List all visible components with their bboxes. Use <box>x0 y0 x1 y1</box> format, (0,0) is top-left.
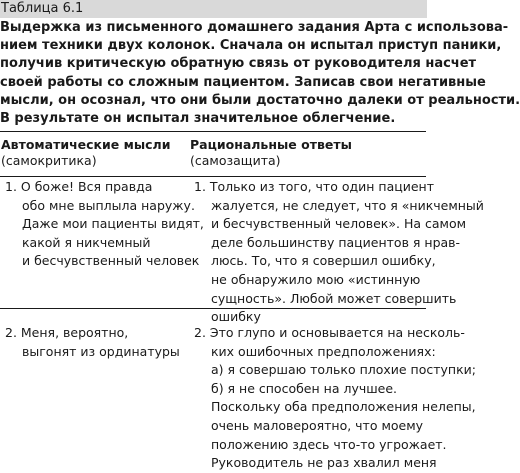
table-top-rule <box>0 131 426 132</box>
cell-line: 1. Только из того, что один пациент <box>194 179 435 194</box>
cell-line: Руководитель не раз хвалил меня <box>211 455 437 471</box>
intro-line: Выдержка из письменного домашнего задания Арта с использова- <box>0 20 509 35</box>
header-title: Автоматические мысли <box>1 137 171 152</box>
row-1-thought <box>1 178 204 271</box>
header-title: Рациональные ответы <box>190 137 352 152</box>
row-2-thought <box>1 324 179 361</box>
cell-line: 1. О боже! Вся правда <box>5 179 153 194</box>
row-divider <box>0 308 426 309</box>
cell-line: а) я совершаю только плохие поступки; <box>211 362 476 378</box>
header-rule <box>0 176 426 177</box>
header-rational-responses <box>190 137 426 169</box>
cell-line: Даже мои пациенты видят, <box>22 216 204 232</box>
cell-line: очень маловероятно, что моему <box>211 417 424 433</box>
cell-line: обо мне выплыла наружу. <box>22 197 195 213</box>
row-1-response <box>190 178 484 327</box>
table-caption: Таблица 6.1 <box>0 0 427 18</box>
cell-line: и бесчувственный человек <box>22 253 200 269</box>
cell-line: Поскольку оба предположения нелепы, <box>211 399 476 415</box>
cell-line: сущность». Любой может совершить <box>211 290 457 306</box>
cell-line: положению здесь что-то угрожает. <box>211 436 447 452</box>
cell-line: 2. Меня, вероятно, <box>5 325 129 340</box>
cell-line: жалуется, не следует, что я «никчемный <box>211 197 484 213</box>
cell-line: выгонят из ординатуры <box>22 343 180 359</box>
cell-line: ошибку <box>211 309 261 325</box>
row-2-response <box>190 324 476 473</box>
cell-line: не обнаружило мою «истинную <box>211 271 421 287</box>
intro-line: получив критическую обратную связь от руководителя насчет <box>0 56 477 72</box>
cell-line: люсь. То, что я совершил ошибку, <box>211 253 436 269</box>
cell-line: деле большинству пациентов я нрав- <box>211 234 461 250</box>
cell-line: 2. Это глупо и основывается на несколь- <box>194 325 465 340</box>
intro-paragraph <box>0 19 520 128</box>
header-automatic-thoughts <box>1 137 179 169</box>
header-subtitle: (самокритика) <box>1 153 97 168</box>
header-subtitle: (самозащита) <box>190 153 281 168</box>
intro-line: нием техники двух колонок. Сначала он испытал приступ паники, <box>0 38 502 54</box>
intro-line: своей работы со сложным пациентом. Записав свои негативные <box>0 74 486 90</box>
cell-line: какой я никчемный <box>22 234 151 250</box>
cell-line: и бесчувственный человек». На самом <box>211 216 467 232</box>
intro-line: мысли, он осознал, что они были достаточно далеки от реальности. <box>0 92 520 108</box>
cell-line: б) я не способен на лучшее. <box>211 380 398 396</box>
intro-line: В результате он испытал значительное облегчение. <box>0 111 396 127</box>
cell-line: ких ошибочных предположениях: <box>211 343 436 359</box>
